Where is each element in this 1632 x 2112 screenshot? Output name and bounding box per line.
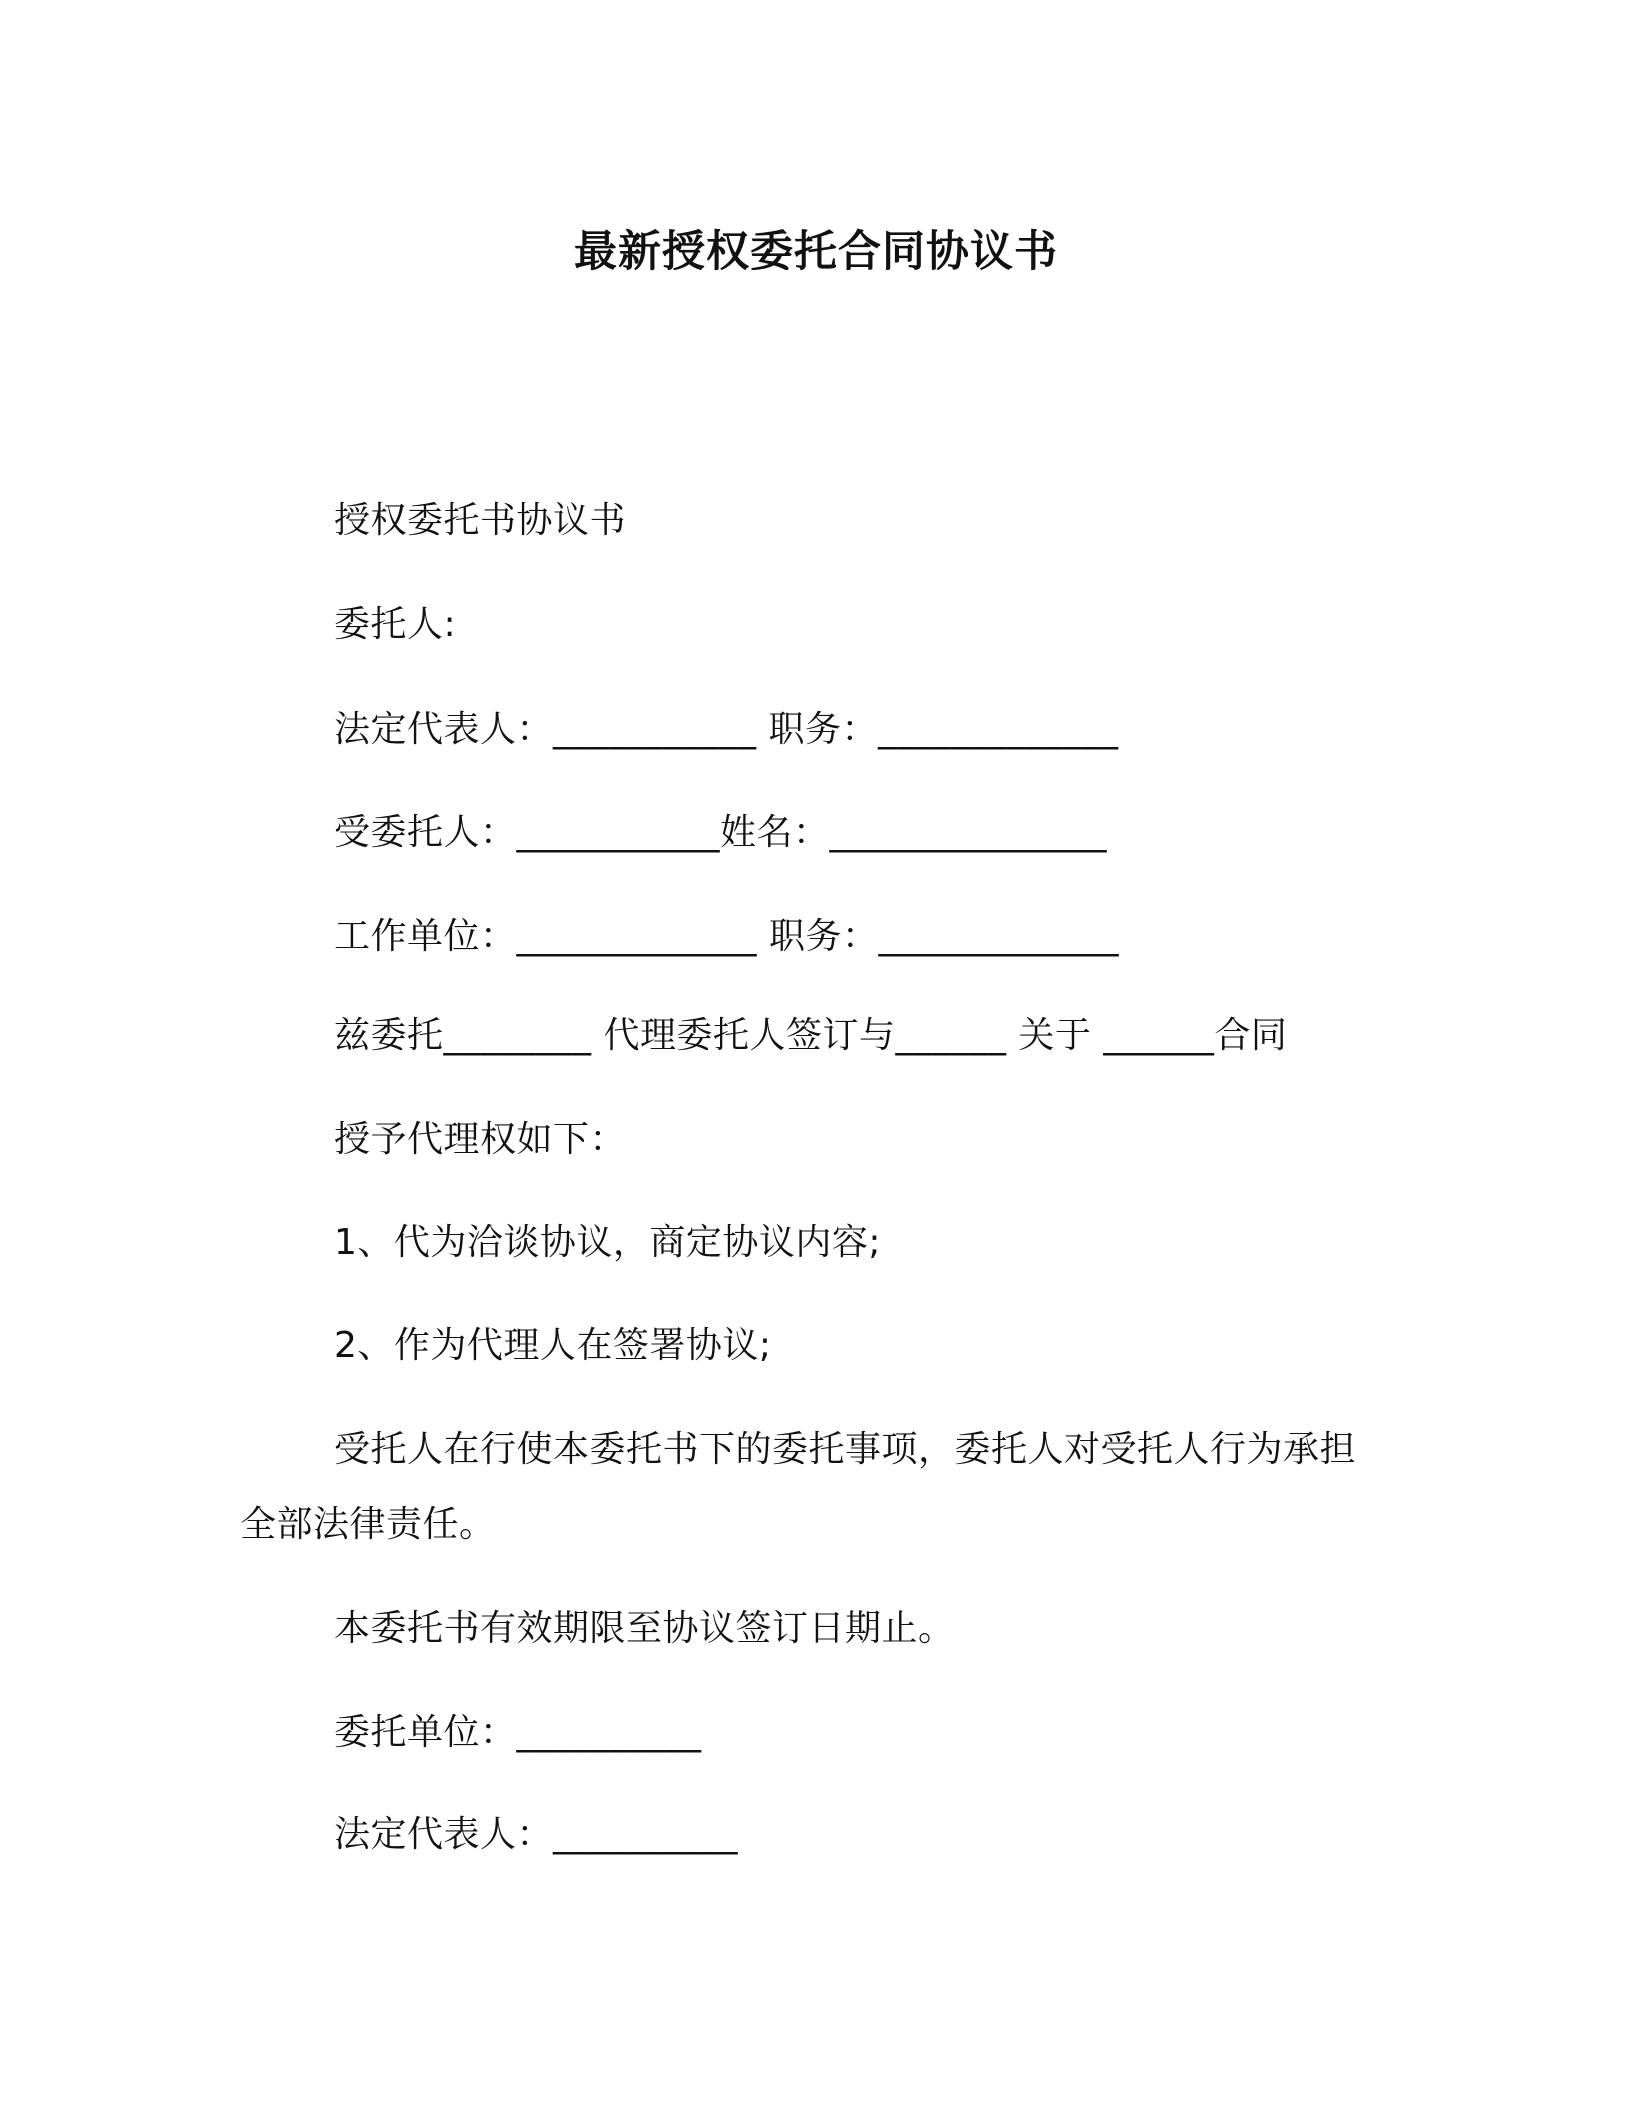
legal-rep-signature-line: 法定代表人：__________ (334, 1814, 739, 1855)
entrustment-line: 兹委托________ 代理委托人签订与______ 关于 ______合同 (334, 1015, 1288, 1056)
entrusting-unit-line: 委托单位：__________ (334, 1712, 702, 1753)
validity-line: 本委托书有效期限至协议签订日期止。 (334, 1608, 955, 1649)
agent-name-line: 受委托人：___________姓名：_______________ (334, 812, 1108, 853)
document-title: 最新授权委托合同协议书 (574, 227, 1058, 277)
power-item-1: 1、代为洽谈协议，商定协议内容; (334, 1222, 882, 1263)
liability-paragraph-line-2: 全部法律责任。 (240, 1504, 496, 1545)
legal-rep-position-line: 法定代表人：___________ 职务：_____________ (334, 709, 1119, 750)
liability-paragraph-line-1: 受托人在行使本委托书下的委托事项，委托人对受托人行为承担 (334, 1429, 1357, 1470)
work-unit-position-line: 工作单位：_____________ 职务：_____________ (334, 916, 1119, 957)
principal-line: 委托人: (334, 604, 457, 645)
power-item-2: 2、作为代理人在签署协议; (334, 1325, 772, 1366)
subtitle-line: 授权委托书协议书 (334, 500, 627, 541)
powers-heading-line: 授予代理权如下： (334, 1119, 627, 1160)
